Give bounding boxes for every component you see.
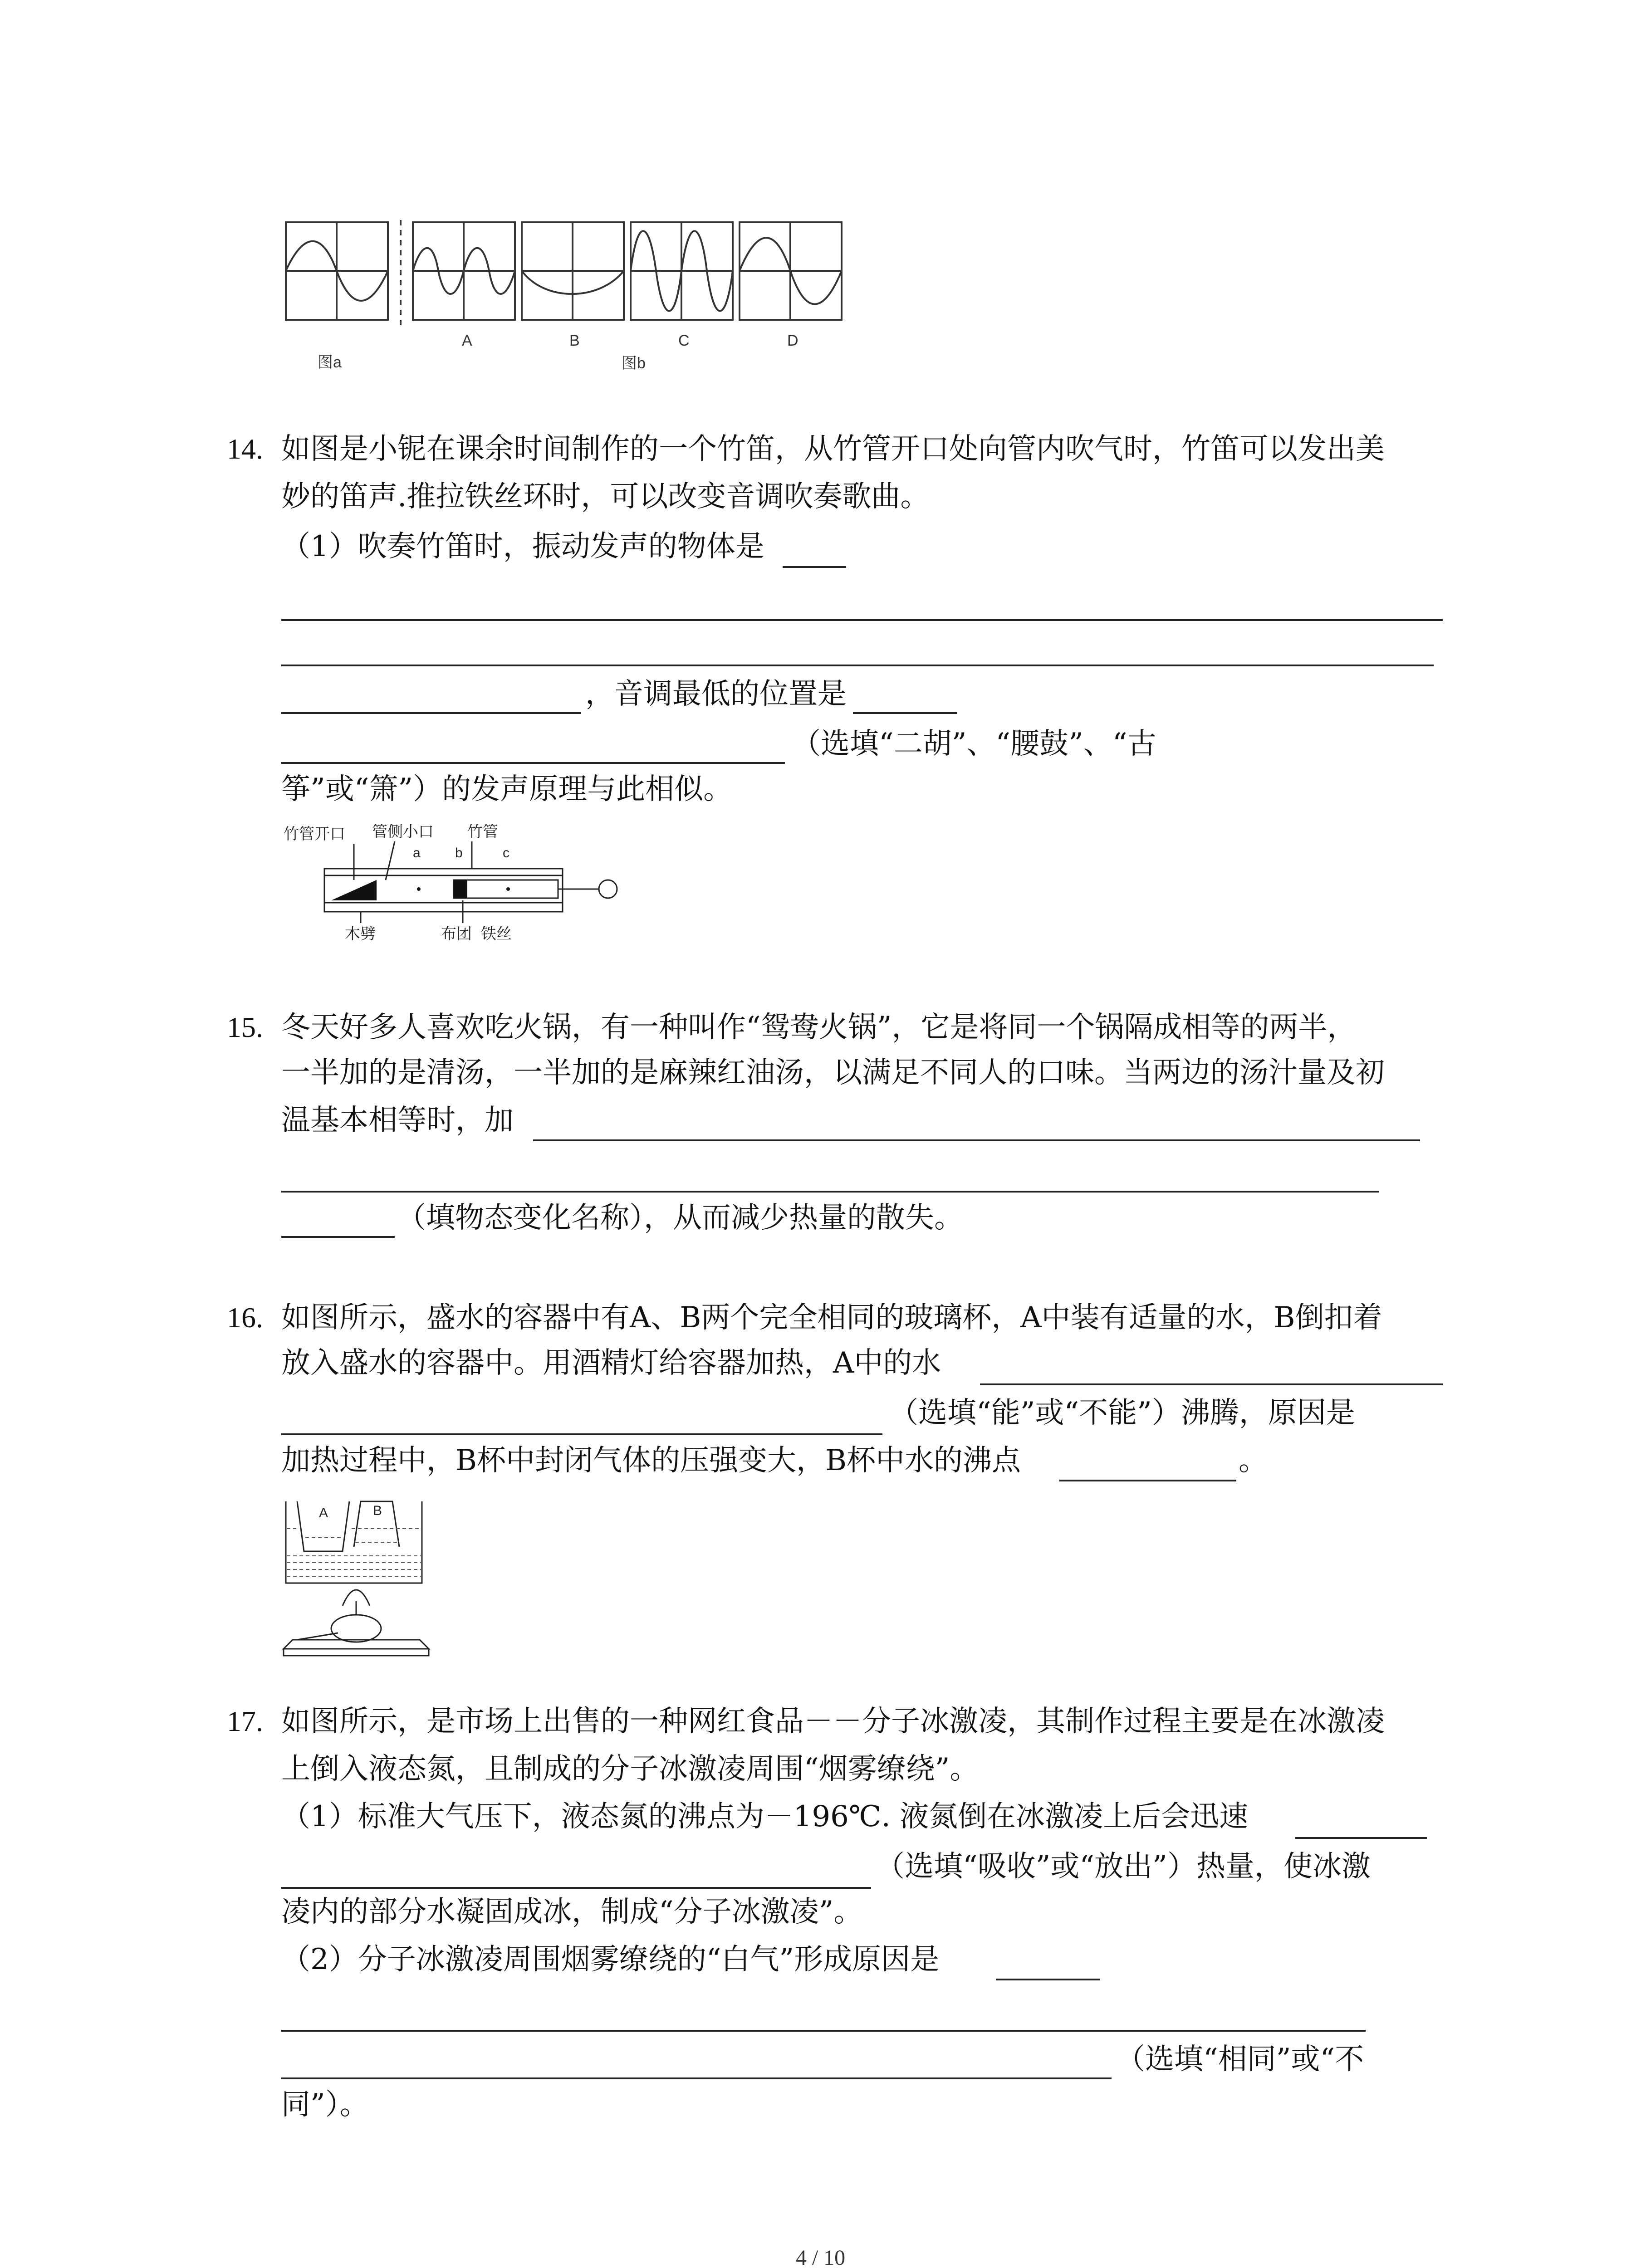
q15-number: 15. (227, 1011, 263, 1043)
page-number: 4 / 10 (795, 2246, 846, 2268)
q15-line1: 冬天好多人喜欢吃火锅，有一种叫作“鸳鸯火锅”，它是将同一个锅隔成相等的两半， (281, 1011, 1357, 1044)
q17-sub2: （2）分子冰激凌周围烟雾缭绕的“白气”形成原因是 (281, 1943, 940, 1976)
q17-sub2-end: 同”）。 (281, 2088, 369, 2121)
q16-line1: 如图所示，盛水的容器中有A、B两个完全相同的玻璃杯，A中装有适量的水，B倒扣着 (281, 1301, 1382, 1334)
q15-line4: （填物态变化名称），从而减少热量的散失。 (397, 1201, 963, 1235)
q14-blank-1[interactable] (783, 566, 846, 568)
q16-blank-1[interactable] (980, 1383, 1443, 1385)
q17-blank-4[interactable] (281, 2030, 1366, 2032)
q15-line3: 温基本相等时，加 (281, 1104, 514, 1137)
label-wire: 铁丝 (481, 925, 512, 943)
q15-line2: 一半加的是清汤，一半加的是麻辣红油汤，以满足不同人的口味。当两边的汤汁量及初 (281, 1056, 1385, 1090)
q15-blank-3[interactable] (281, 1236, 395, 1238)
cup-b-label: B (373, 1503, 382, 1518)
q15-blank-2[interactable] (281, 1191, 1379, 1193)
q17-blank-5[interactable] (281, 2077, 1112, 2079)
label-wood: 木劈 (345, 925, 376, 943)
q17-number: 17. (227, 1705, 263, 1737)
q14-sub1: （1）吹奏竹笛时，振动发声的物体是 (281, 530, 764, 563)
q14-blank-5[interactable] (853, 712, 957, 714)
cup-a-label: A (319, 1505, 328, 1520)
q14-blank-6[interactable] (281, 762, 785, 764)
label-side-hole: 管侧小口 (372, 823, 434, 841)
q14-blank-2[interactable] (281, 619, 1443, 621)
q14-line2: 妙的笛声.推拉铁丝环时，可以改变音调吹奏歌曲。 (281, 480, 930, 513)
label-tube: 竹管 (467, 823, 498, 841)
label-c: c (503, 846, 509, 860)
q15-blank-1[interactable] (533, 1139, 1420, 1141)
option-c-label: C (678, 332, 690, 349)
bamboo-flute-figure (281, 816, 635, 948)
q16-number: 16. (227, 1301, 263, 1334)
q16-blank-2[interactable] (281, 1433, 882, 1435)
label-tube-opening: 竹管开口 (284, 826, 345, 843)
q14-number: 14. (227, 433, 263, 465)
q14-blank-3[interactable] (281, 665, 1434, 666)
q16-line4: 加热过程中，B杯中封闭气体的压强变大，B杯中水的沸点 (281, 1444, 1021, 1477)
waveform-figure (272, 218, 862, 381)
fig-b-label: 图b (622, 355, 646, 372)
q17-line1: 如图所示，是市场上出售的一种网红食品－－分子冰激凌，其制作过程主要是在冰激凌 (281, 1705, 1385, 1738)
q14-position-text: ，音调最低的位置是 (585, 677, 847, 711)
label-a: a (413, 846, 421, 860)
option-a-label: A (462, 332, 472, 349)
q17-blank-3[interactable] (996, 1979, 1100, 1980)
boiling-container-figure (279, 1492, 433, 1665)
option-d-label: D (787, 332, 798, 349)
q17-sub1-end: 凌内的部分水凝固成冰，制成“分子冰激凌”。 (281, 1895, 863, 1929)
q14-choice-text-2: 筝”或“箫”）的发声原理与此相似。 (281, 772, 733, 806)
q14-blank-4[interactable] (281, 712, 581, 714)
option-b-label: B (569, 332, 580, 349)
q17-blank-1[interactable] (1295, 1837, 1427, 1839)
q17-line2: 上倒入液态氮，且制成的分子冰激凌周围“烟雾缭绕”。 (281, 1752, 979, 1786)
q17-blank-2[interactable] (281, 1887, 871, 1889)
q17-sub1-choice: （选填“吸收”或“放出”）热量，使冰激 (876, 1850, 1371, 1883)
q16-line3: （选填“能”或“不能”）沸腾，原因是 (889, 1396, 1355, 1430)
q17-sub1: （1）标准大气压下，液态氮的沸点为－196℃. 液氮倒在冰激凌上后会迅速 (281, 1800, 1249, 1833)
fig-a-label: 图a (318, 354, 342, 371)
label-cloth: 布团 (441, 925, 472, 943)
label-b: b (455, 846, 463, 860)
q14-line1: 如图是小铌在课余时间制作的一个竹笛，从竹管开口处向管内吹气时，竹笛可以发出美 (281, 432, 1385, 466)
q16-line4-end: 。 (1239, 1444, 1268, 1477)
q16-line2: 放入盛水的容器中。用酒精灯给容器加热，A中的水 (281, 1346, 941, 1380)
q16-blank-3[interactable] (1059, 1480, 1236, 1481)
q17-sub2-choice: （选填“相同”或“不 (1116, 2043, 1364, 2076)
q14-choice-text: （选填“二胡”、“腰鼓”、“古 (792, 727, 1156, 761)
